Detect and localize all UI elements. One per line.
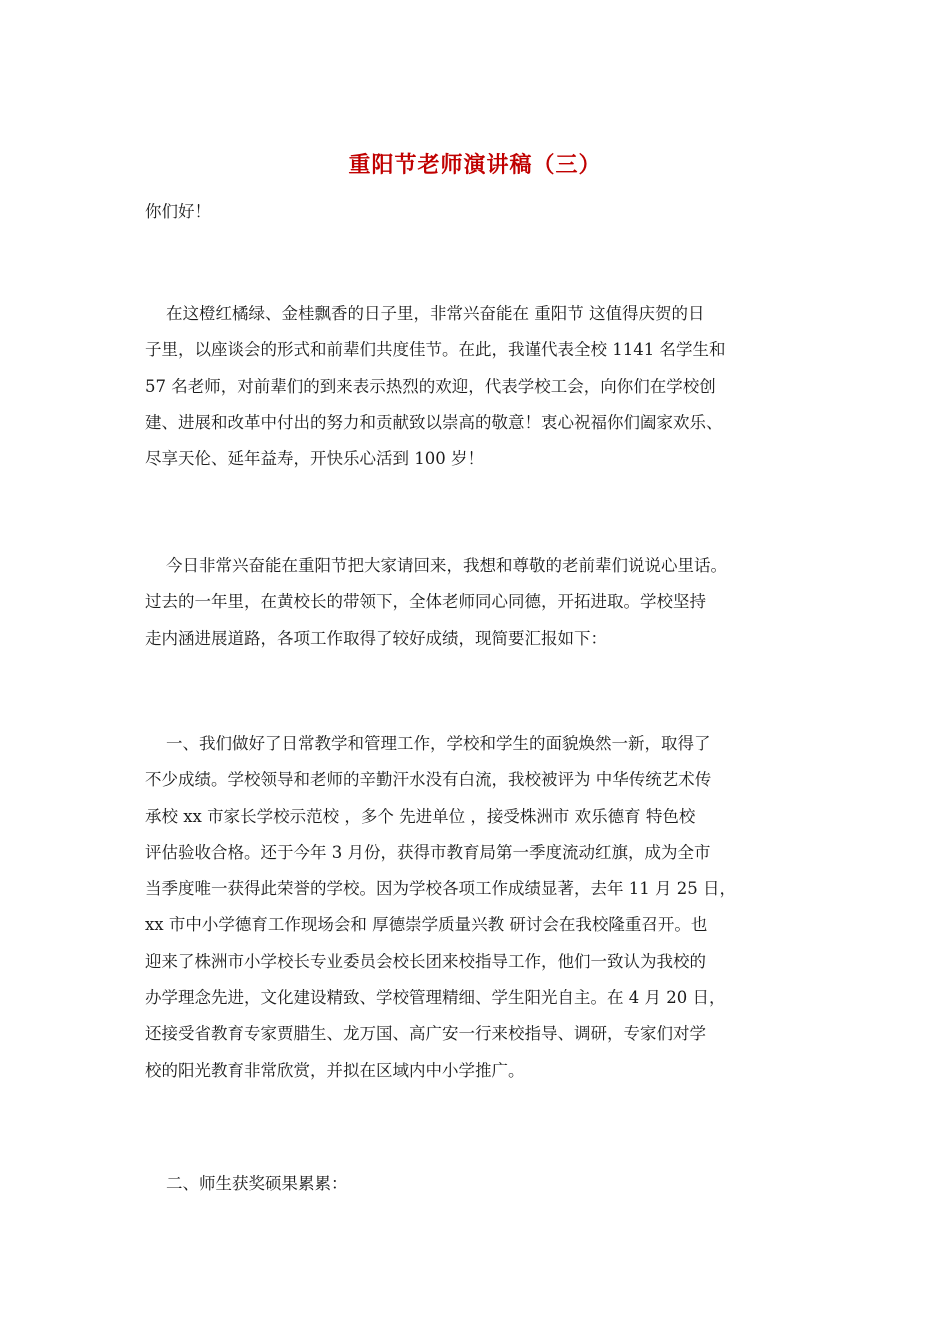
- paragraph-line: 承校 xx 市家长学校示范校 ，多个 先进单位 ，接受株洲市 欢乐德育 特色校: [145, 806, 696, 826]
- paragraph-line: 校的阳光教育非常欣赏，并拟在区域内中小学推广。: [145, 1060, 525, 1080]
- paragraph-1: [145, 296, 845, 477]
- paragraph-line: 建、进展和改革中付出的努力和贡献致以崇高的敬意！衷心祝福你们阖家欢乐、: [145, 412, 723, 432]
- paragraph-line: 子里，以座谈会的形式和前辈们共度佳节。在此，我谨代表全校 1141 名学生和: [145, 340, 726, 360]
- paragraph-line: 办学理念先进，文化建设精致、学校管理精细、学生阳光自主。在 4 月 20 日，: [145, 988, 726, 1008]
- paragraph-4: [145, 1166, 845, 1202]
- paragraph-line: 今日非常兴奋能在重阳节把大家请回来，我想和尊敬的老前辈们说说心里话。: [145, 556, 727, 575]
- paragraph-3: [145, 726, 845, 1089]
- paragraph-line: 尽享天伦、延年益寿，开快乐心活到 100 岁！: [145, 449, 484, 469]
- paragraph-line: xx 市中小学德育工作现场会和 厚德崇学质量兴教 研讨会在我校隆重召开。也: [145, 915, 708, 935]
- paragraph-line: 二、师生获奖硕果累累：: [145, 1174, 348, 1193]
- paragraph-line: 57 名老师，对前辈们的到来表示热烈的欢迎，代表学校工会，向你们在学校创: [145, 376, 716, 396]
- paragraph-line: 当季度唯一获得此荣誉的学校。因为学校各项工作成绩显著，去年 11 月 25 日，: [145, 879, 736, 899]
- paragraph-line: 迎来了株洲市小学校长专业委员会校长团来校指导工作，他们一致认为我校的: [145, 951, 706, 971]
- paragraph-line: 走内涵进展道路，各项工作取得了较好成绩，现简要汇报如下：: [145, 628, 607, 648]
- paragraph-line: 在这橙红橘绿、金桂飘香的日子里，非常兴奋能在 重阳节 这值得庆贺的日: [145, 304, 705, 323]
- paragraph-2: [145, 548, 845, 657]
- paragraph-line: 过去的一年里，在黄校长的带领下，全体老师同心同德，开拓进取。学校坚持: [145, 592, 706, 612]
- greeting: 你们好！: [145, 202, 211, 221]
- paragraph-line: 还接受省教育专家贾腊生、龙万国、高广安一行来校指导、调研，专家们对学: [145, 1024, 706, 1044]
- paragraph-line: 不少成绩。学校领导和老师的辛勤汗水没有白流，我校被评为 中华传统艺术传: [145, 770, 712, 790]
- paragraph-line: 评估验收合格。还于今年 3 月份，获得市教育局第一季度流动红旗，成为全市: [145, 842, 711, 862]
- paragraph-line: 一、我们做好了日常教学和管理工作，学校和学生的面貌焕然一新，取得了: [145, 734, 711, 753]
- document-title: 重阳节老师演讲稿（三）: [348, 152, 602, 178]
